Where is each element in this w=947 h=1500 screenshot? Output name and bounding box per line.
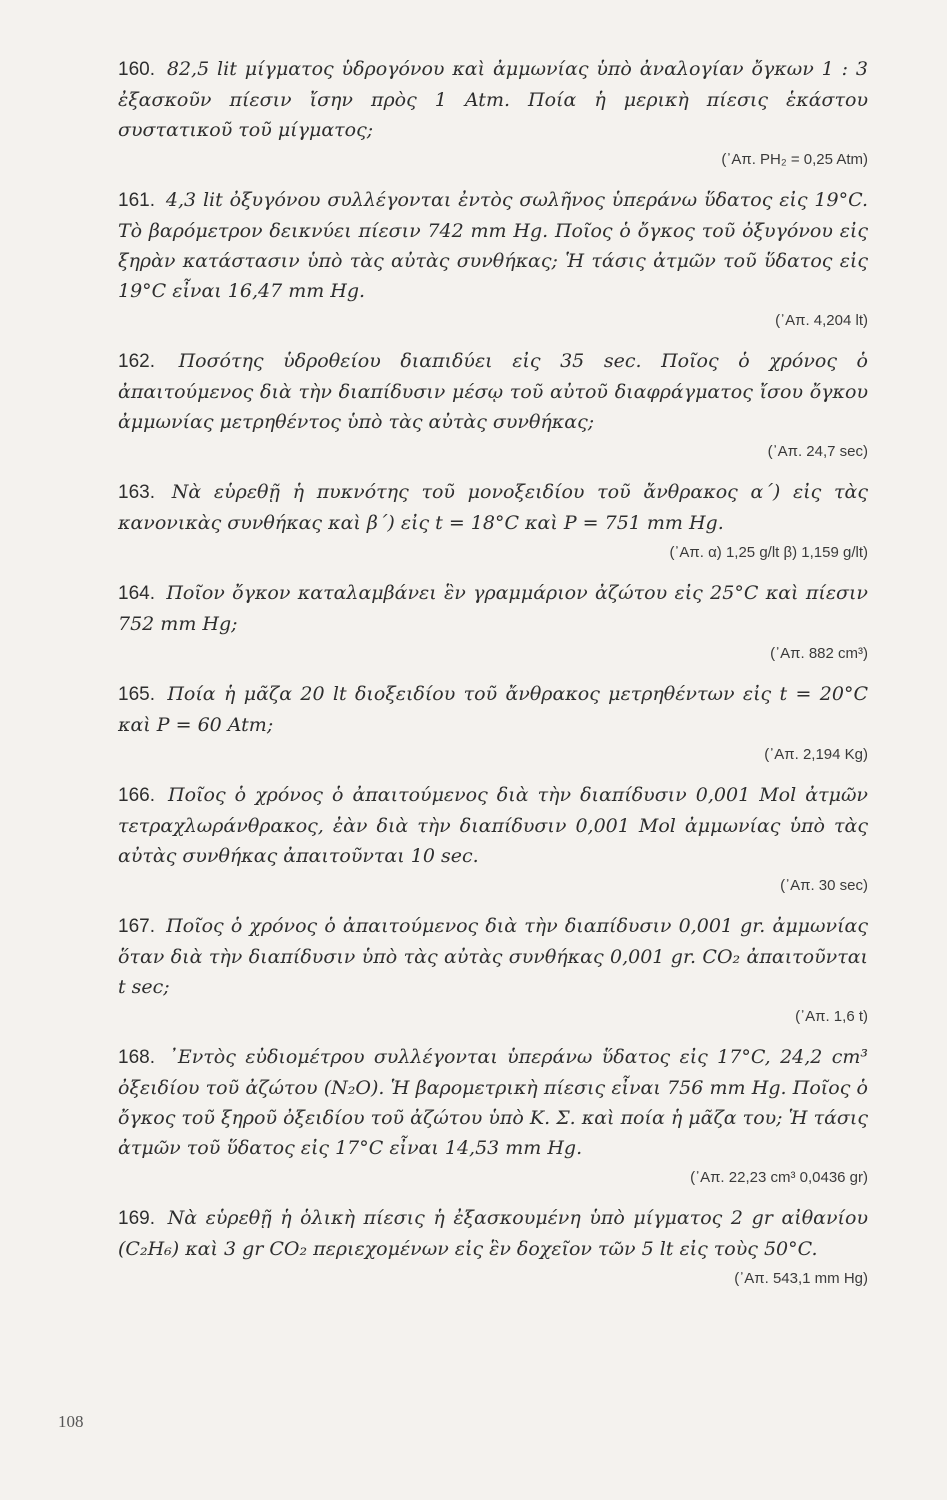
problem-167 <box>118 911 868 1030</box>
problem-165 <box>118 679 868 768</box>
problem-body: 82,5 lit μίγματος ὑδρογόνου καὶ ἀμμωνίας ὑπὸ ἀναλογίαν ὄγκων 1 : 3 ἐξασκοῦν πίεσιν ἴσην πρὸς 1 Atm. Ποία ἡ μερικὴ πίεσις ἑκάστου συστατικοῦ τοῦ μίγματος; <box>118 58 868 141</box>
problem-text <box>118 54 868 145</box>
problem-number: 161. <box>118 190 155 211</box>
problem-text <box>118 578 868 639</box>
problem-number: 162. <box>118 351 155 372</box>
problem-answer: (᾽Απ. 1,6 t) <box>795 1008 868 1025</box>
problem-number: 165. <box>118 684 155 705</box>
problem-number: 169. <box>118 1208 155 1229</box>
problem-answer: (᾽Απ. 30 sec) <box>780 877 868 894</box>
problem-160 <box>118 54 868 173</box>
problem-body: Ποῖος ὁ χρόνος ὁ ἀπαιτούμενος διὰ τὴν διαπίδυσιν 0,001 gr. ἀμμωνίας ὅταν διὰ τὴν διαπίδυσιν ὑπὸ τὰς αὐτὰς συνθήκας 0,001 gr. CO₂ ἀπαιτοῦνται t sec; <box>118 915 868 998</box>
problem-166 <box>118 780 868 899</box>
problem-168 <box>118 1042 868 1191</box>
problem-answer: (᾽Απ. 24,7 sec) <box>767 443 868 460</box>
problem-body: ᾽Εντὸς εὐδιομέτρου συλλέγονται ὑπεράνω ὕδατος εἰς 17°C, 24,2 cm³ ὀξειδίου τοῦ ἀζώτου (N₂O). Ἡ βαρομετρικὴ πίεσις εἶναι 756 mm Hg. Ποῖος ὁ ὄγκος τοῦ ξηροῦ ὀξειδίου τοῦ ἀζώτου ὑπὸ Κ. Σ. καὶ ποία ἡ μᾶζα του; Ἡ τάσις ἀτμῶν τοῦ ὕδατος εἰς 17°C εἶναι 14,53 mm Hg. <box>118 1046 868 1159</box>
problem-body: Ποῖος ὁ χρόνος ὁ ἀπαιτούμενος διὰ τὴν διαπίδυσιν 0,001 Mol ἀτμῶν τετραχλωράνθρακος, ἐὰν διὰ τὴν διαπίδυσιν 0,001 Mol ἀμμωνίας ὑπὸ τὰς αὐτὰς συνθήκας ἀπαιτοῦνται 10 sec. <box>118 784 868 867</box>
problem-number: 163. <box>118 482 155 503</box>
problem-text <box>118 1203 868 1264</box>
problem-answer: (᾽Απ. PH₂ = 0,25 Atm) <box>721 151 868 168</box>
problem-number: 166. <box>118 785 155 806</box>
problem-161 <box>118 185 868 334</box>
problem-answer: (᾽Απ. 882 cm³) <box>770 645 868 662</box>
problem-body: Νὰ εὑρεθῇ ἡ ὁλικὴ πίεσις ἡ ἐξασκουμένη ὑπὸ μίγματος 2 gr αἰθανίου (C₂H₆) καὶ 3 gr CO₂ περιεχομένων εἰς ἓν δοχεῖον τῶν 5 lt εἰς τοὺς 50°C. <box>118 1207 868 1260</box>
problem-number: 168. <box>118 1047 155 1068</box>
problem-body: Νὰ εὑρεθῇ ἡ πυκνότης τοῦ μονοξειδίου τοῦ ἄνθρακος α΄) εἰς τὰς κανονικὰς συνθήκας καὶ β΄) εἰς t = 18°C καὶ P = 751 mm Hg. <box>118 481 868 534</box>
problem-169 <box>118 1203 868 1292</box>
problem-number: 167. <box>118 916 155 937</box>
problem-text <box>118 1042 868 1163</box>
problem-text <box>118 185 868 306</box>
problem-body: 4,3 lit ὀξυγόνου συλλέγονται ἐντὸς σωλῆνος ὑπεράνω ὕδατος εἰς 19°C. Τὸ βαρόμετρον δεικνύει πίεσιν 742 mm Hg. Ποῖος ὁ ὄγκος τοῦ ὀξυγόνου εἰς ξηρὰν κατάστασιν ὑπὸ τὰς αὐτὰς συνθήκας; Ἡ τάσις ἀτμῶν τοῦ ὕδατος εἰς 19°C εἶναι 16,47 mm Hg. <box>118 189 868 302</box>
problem-162 <box>118 346 868 465</box>
problem-text <box>118 346 868 437</box>
problem-list <box>118 54 868 1304</box>
problem-answer: (᾽Απ. 543,1 mm Hg) <box>734 1270 868 1287</box>
problem-text <box>118 679 868 740</box>
problem-163 <box>118 477 868 566</box>
problem-number: 164. <box>118 583 155 604</box>
problem-number: 160. <box>118 59 155 80</box>
problem-answer: (᾽Απ. 2,194 Kg) <box>764 746 868 763</box>
problem-answer: (᾽Απ. 4,204 lt) <box>775 312 868 329</box>
problem-body: Ποία ἡ μᾶζα 20 lt διοξειδίου τοῦ ἄνθρακος μετρηθέντων εἰς t = 20°C καὶ P = 60 Atm; <box>118 683 868 736</box>
problem-text <box>118 911 868 1002</box>
problem-answer: (᾽Απ. α) 1,25 g/lt β) 1,159 g/lt) <box>669 544 868 561</box>
problem-answer: (᾽Απ. 22,23 cm³ 0,0436 gr) <box>690 1169 868 1186</box>
page-number: 108 <box>58 1412 84 1431</box>
problem-body: Ποῖον ὄγκον καταλαμβάνει ἓν γραμμάριον ἀζώτου εἰς 25°C καὶ πίεσιν 752 mm Hg; <box>118 582 868 635</box>
problem-body: Ποσότης ὑδροθείου διαπιδύει εἰς 35 sec. Ποῖος ὁ χρόνος ὁ ἀπαιτούμενος διὰ τὴν διαπίδυσιν μέσῳ τοῦ αὐτοῦ διαφράγματος ἴσου ὄγκου ἀμμωνίας μετρηθέντος ὑπὸ τὰς αὐτὰς συνθήκας; <box>118 350 868 433</box>
problem-text <box>118 780 868 871</box>
problem-164 <box>118 578 868 667</box>
problem-text <box>118 477 868 538</box>
